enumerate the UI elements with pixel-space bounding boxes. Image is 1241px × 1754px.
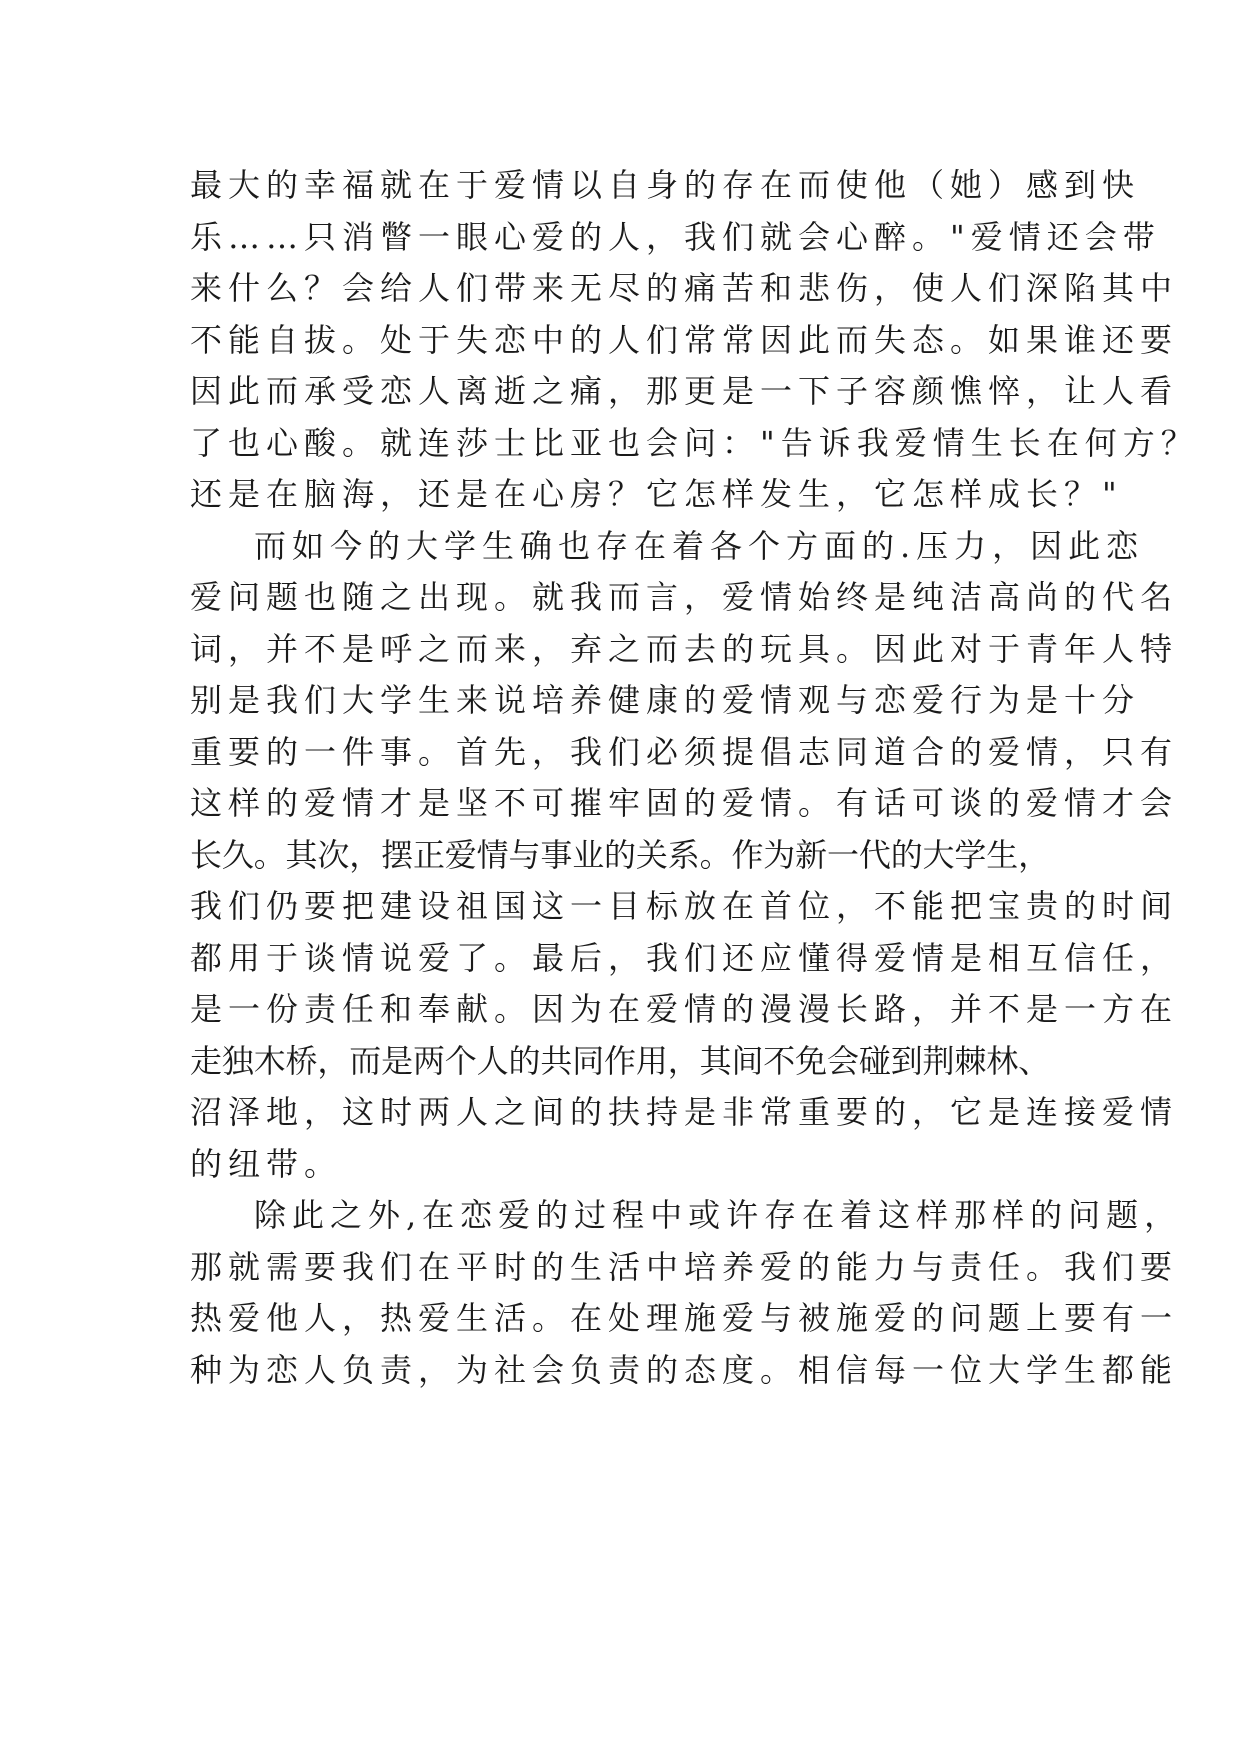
- text-line: 沼泽地，这时两人之间的扶持是非常重要的，它是连接爱情: [190, 1093, 1179, 1131]
- text-line: 不能自拔。处于失恋中的人们常常因此而失态。如果谁还要: [190, 320, 1179, 359]
- text-line: 都用于谈情说爱了。最后，我们还应懂得爱情是相互信任，: [190, 938, 1179, 977]
- text-line: 那就需要我们在平时的生活中培养爱的能力与责任。我们要: [190, 1247, 1179, 1286]
- text-line: 我们仍要把建设祖国这一目标放在首位，不能把宝贵的时间: [190, 887, 1179, 925]
- text-line: 而如今的大学生确也存在着各个方面的.压力，因此恋: [254, 526, 1145, 565]
- text-line: 走独木桥，而是两个人的共同作用，其间不免会碰到荆棘林、: [190, 1041, 1050, 1080]
- text-line: 热爱他人，热爱生活。在处理施爱与被施爱的问题上要有一: [190, 1299, 1179, 1337]
- text-line: 别是我们大学生来说培养健康的爱情观与恋爱行为是十分: [190, 681, 1141, 719]
- text-line: 长久。其次，摆正爱情与事业的关系。作为新一代的大学生，: [190, 835, 1050, 874]
- text-line: 的纽带。: [190, 1144, 343, 1183]
- text-line: 还是在脑海，还是在心房？它怎样发生，它怎样成长？": [190, 475, 1123, 513]
- text-line: 重要的一件事。首先，我们必须提倡志同道合的爱情，只有: [190, 732, 1179, 771]
- text-line: 这样的爱情才是坚不可摧牢固的爱情。有话可谈的爱情才会: [190, 784, 1179, 822]
- text-line: 最大的幸福就在于爱情以自身的存在而使他（她）感到快: [190, 166, 1141, 204]
- text-line: 是一份责任和奉献。因为在爱情的漫漫长路，并不是一方在: [190, 990, 1179, 1028]
- document-body: [190, 160, 1199, 1396]
- text-line: 词，并不是呼之而来，弃之而去的玩具。因此对于青年人特: [190, 629, 1179, 668]
- text-line: 因此而承受恋人离逝之痛，那更是一下子容颜憔悴，让人看: [190, 372, 1179, 410]
- text-line: 爱问题也随之出现。就我而言，爱情始终是纯洁高尚的代名: [190, 578, 1179, 616]
- text-line: 乐……只消瞥一眼心爱的人，我们就会心醉。"爱情还会带: [190, 217, 1161, 256]
- text-line: 来什么？会给人们带来无尽的痛苦和悲伤，使人们深陷其中: [190, 269, 1179, 307]
- text-line: 种为恋人负责，为社会负责的态度。相信每一位大学生都能: [190, 1350, 1179, 1389]
- text-line: 除此之外,在恋爱的过程中或许存在着这样那样的问题，: [254, 1196, 1183, 1234]
- text-line: 了也心酸。就连莎士比亚也会问："告诉我爱情生长在何方？: [190, 423, 1199, 462]
